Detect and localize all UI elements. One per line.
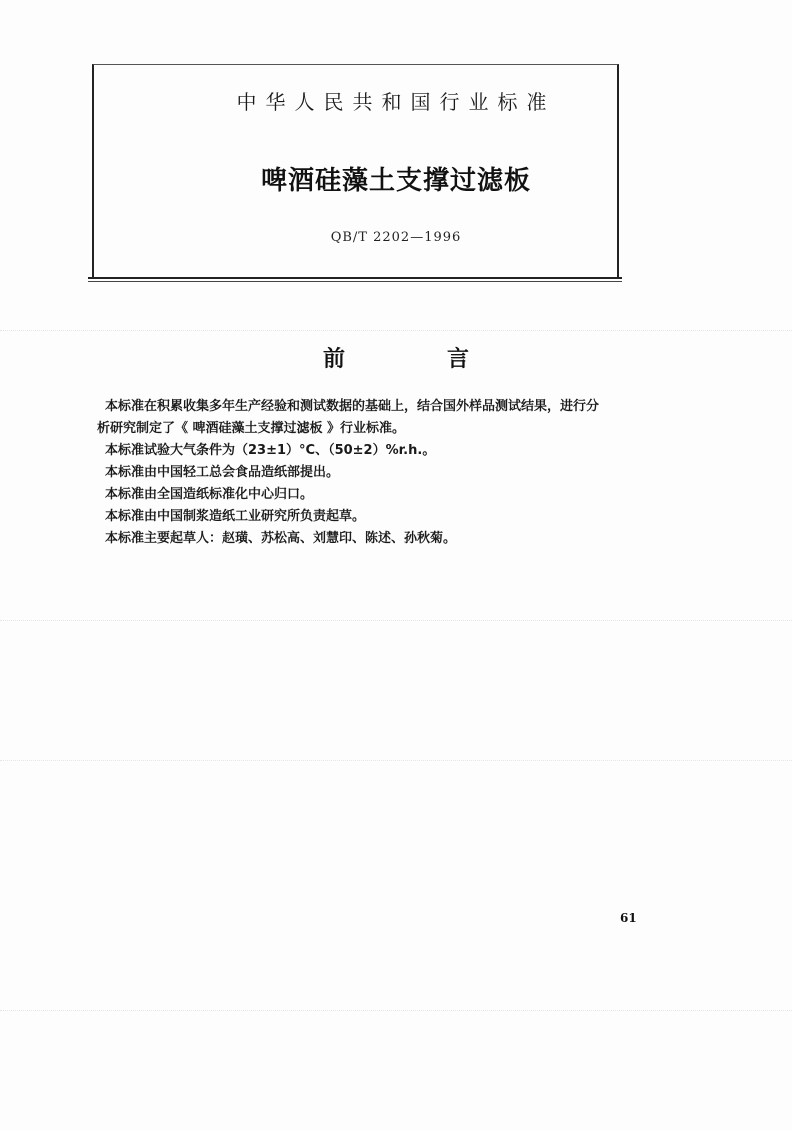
- document-title: 啤酒硅藻土支撑过滤板: [260, 166, 531, 196]
- preface-paragraph-6: 本标准主要起草人：赵璜、苏松高、刘慧印、陈述、孙秋菊。: [105, 531, 457, 546]
- scan-artifact-line: [0, 1010, 792, 1011]
- preface-body: [97, 396, 665, 550]
- preface-paragraph-4: 本标准由全国造纸标准化中心归口。: [105, 487, 314, 502]
- scan-artifact-line: [0, 760, 792, 761]
- preface-paragraph-3: 本标准由中国轻工总会食品造纸部提出。: [105, 465, 340, 480]
- header-bottom-rule: [88, 277, 622, 279]
- preface-heading: 前 言: [322, 347, 509, 372]
- standard-number: QB/T 2202—1996: [330, 230, 462, 245]
- preface-paragraph-1-line-1: 本标准在积累收集多年生产经验和测试数据的基础上，结合国外样品测试结果，进行分: [105, 399, 600, 414]
- standard-organization: 中华人民共和国行业标准: [236, 90, 556, 114]
- scan-artifact-line: [0, 620, 792, 621]
- preface-paragraph-5: 本标准由中国制浆造纸工业研究所负责起草。: [105, 509, 366, 524]
- preface-paragraph-1-line-2: 析研究制定了《 啤酒硅藻土支撑过滤板 》行业标准。: [97, 421, 406, 436]
- header-bottom-rule-thin: [88, 281, 622, 282]
- preface-paragraph-2: 本标准试验大气条件为（23±1）°C、（50±2）%r.h.。: [105, 443, 436, 458]
- scan-artifact-line: [0, 330, 792, 331]
- page-number: 61: [620, 911, 637, 925]
